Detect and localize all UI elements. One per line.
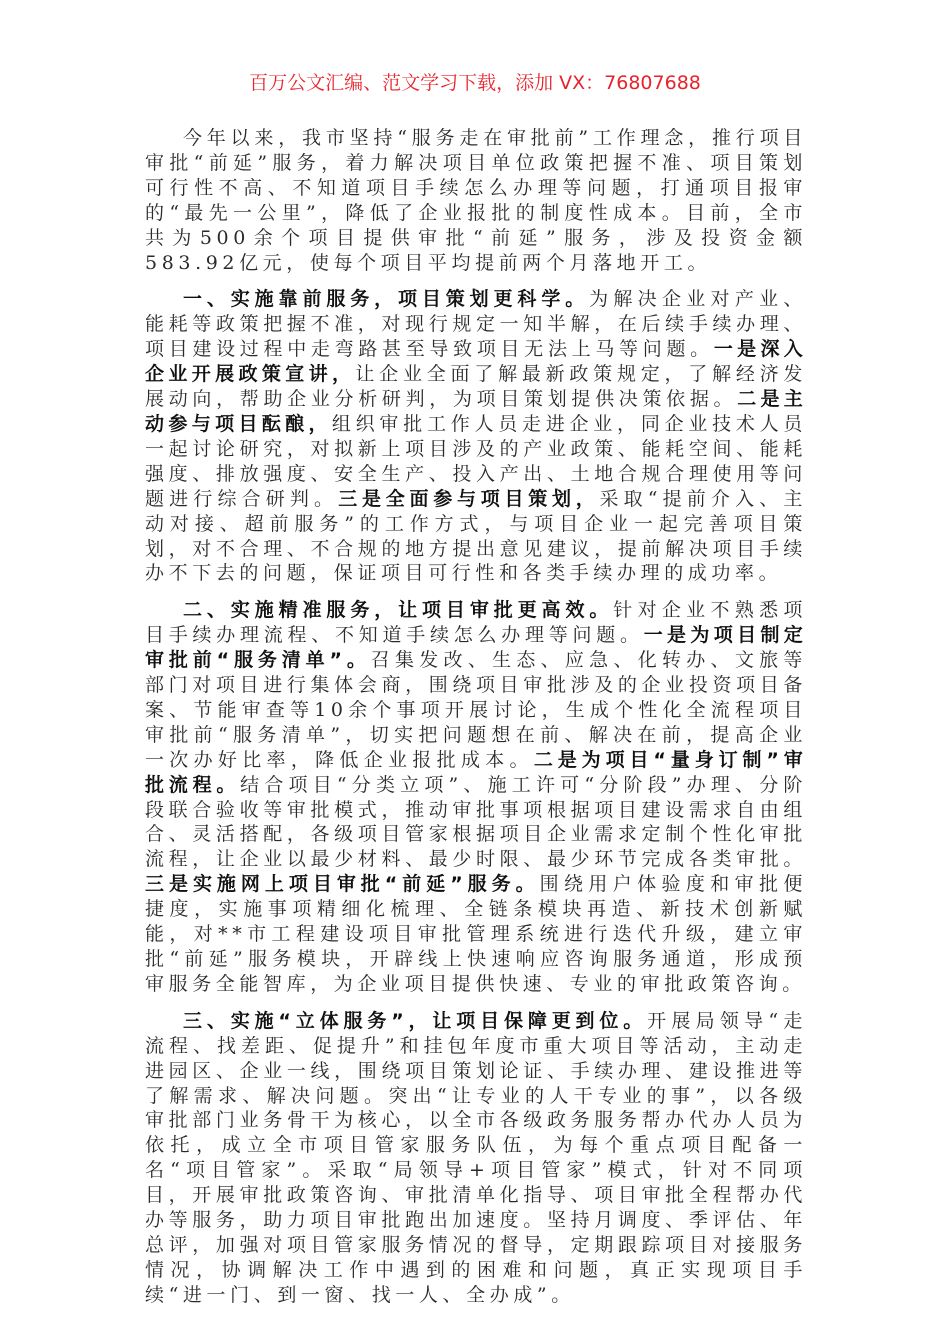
paragraph-text: 为解决企业对产业、能耗等政策把握不准，对现行规定一知半解，在后续手续办理、项目建设过程中走弯路甚至导致项目无法上马等问题。 [145, 288, 807, 361]
point-heading: 一是深入企业开展政策宣讲， [145, 338, 807, 386]
paragraph-text: 结合项目“分类立项”、施工许可“分阶段”办理、分阶段联合验收等审批模式，推动审批事项根据项目建设需求自由组合、灵活搭配，各级项目管家根据项目企业需求定制个性化审批流程，让企业以最少材料、最少时限、最少环节完成各类审批。 [145, 773, 807, 871]
paragraph-text: 开展局领导“走流程、找差距、促提升”和挂包年度市重大项目等活动，主动走进园区、企业一线，围绕项目策划论证、手续办理、建设推进等了解需求、解决问题。突出“让专业的人干专业的事”，以各级审批部门业务骨干为核心，以全市各级政务服务帮办代办人员为依托，成立全市项目管家服务队伍，为每个重点项目配备一名“项目管家”。采取“局领导+项目管家”模式，针对不同项目，开展审批政策咨询、审批清单化指导、项目审批全程帮办代办等服务，助力项目审批跑出加速度。坚持月调度、季评估、年总评，加强对项目管家服务情况的督导，定期跟踪项目对接服务情况，协调解决工作中遇到的困难和问题，真正实现项目手续“进一门、到一窗、找一人、全办成”。 [145, 1009, 807, 1306]
paragraph-intro [145, 126, 807, 275]
section-heading: 二、实施精准服务，让项目审批更高效。 [183, 599, 614, 622]
paragraph-text: 采取“提前介入、主动对接、超前服务”的工作方式，与项目企业一起完善项目策划，对不合理、不合规的地方提出意见建议，提前解决项目手续办不下去的问题，保证项目可行性和各类手续办理的成功率。 [145, 487, 807, 585]
paragraph-text: 今年以来，我市坚持“服务走在审批前”工作理念，推行项目审批“前延”服务，着力解决项目单位政策把握不准、项目策划可行性不高、不知道项目手续怎么办理等问题，打通项目报审的“最先一公里”，降低了企业报批的制度性成本。目前，全市共为500余个项目提供审批“前延”服务，涉及投资金额583.92亿元，使每个项目平均提前两个月落地开工。 [145, 127, 807, 274]
paragraph-text: 召集发改、生态、应急、化转办、文旅等部门对项目进行集体会商，围绕项目审批涉及的企业投资项目备案、节能审查等10余个事项开展讨论，生成个性化全流程项目审批前“服务清单”，切实把问题想在前、解决在前，提高企业一次办好比率，降低企业报批成本。 [145, 649, 807, 771]
point-heading: 三是实施网上项目审批“前延”服务。 [145, 873, 540, 896]
paragraph-text: 围绕用户体验度和审批便捷度，实施事项精细化梳理、全链条模块再造、新技术创新赋能，对**市工程建设项目审批管理系统进行迭代升级，建立审批“前延”服务模块，开辟线上快速响应咨询服务通道，形成预审服务全能智库，为企业项目提供快速、专业的审批政策咨询。 [145, 873, 807, 995]
point-heading: 二是为项目“量身订制”审批流程。 [145, 748, 807, 796]
point-heading: 三是全面参与项目策划， [338, 487, 600, 510]
paragraph-section-3 [145, 1009, 807, 1308]
paragraph-text: 组织审批工作人员走进企业，同企业技术人员一起讨论研究，对拟新上项目涉及的产业政策、能耗空间、能耗强度、排放强度、安全生产、投入产出、土地合规合理使用等问题进行综合研判。 [145, 412, 807, 510]
watermark-banner: 百万公文汇编、范文学习下载，添加 VX：76807688 [249, 72, 701, 94]
section-heading: 一、实施靠前服务，项目策划更科学。 [183, 288, 590, 311]
paragraph-text: 让企业全面了解最新政策规定，了解经济发展动向，帮助企业分析研判，为项目策划提供决策依据。 [145, 363, 807, 411]
paragraph-section-1 [145, 287, 807, 586]
paragraph-section-2 [145, 598, 807, 997]
document-body [145, 126, 807, 1320]
paragraph-text: 针对企业不熟悉项目手续办理流程、不知道手续怎么办理等问题。 [145, 599, 807, 647]
point-heading: 一是为项目制定审批前“服务清单”。 [145, 624, 807, 672]
section-heading: 三、实施“立体服务”，让项目保障更到位。 [183, 1009, 648, 1032]
point-heading: 二是主动参与项目酝酿， [145, 388, 807, 435]
